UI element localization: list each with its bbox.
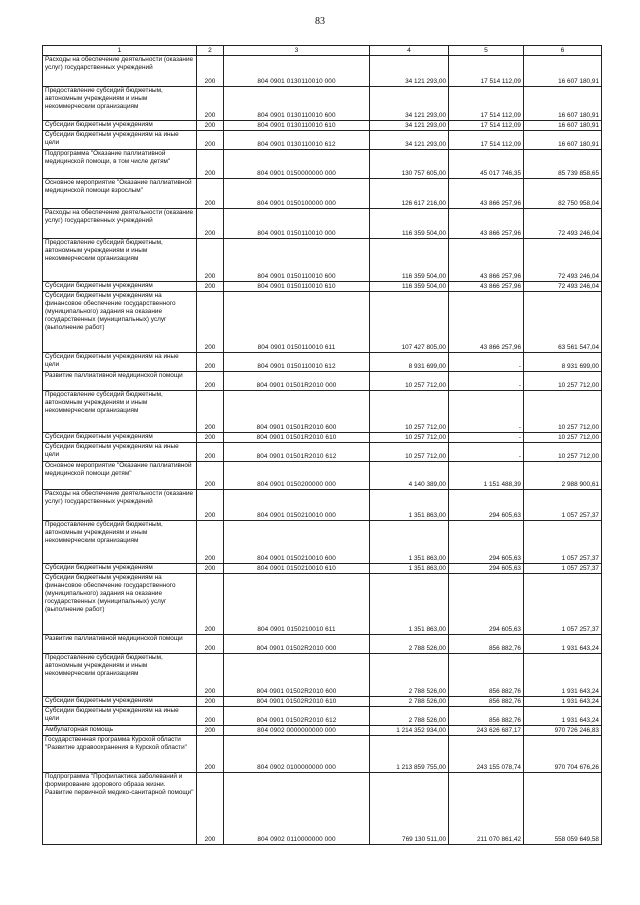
header-cell-2: 2: [197, 46, 224, 56]
row-plan-cell: 10 257 712,00: [370, 443, 449, 462]
row-remainder-cell: 82 750 958,04: [524, 179, 602, 209]
header-cell-3: 3: [224, 46, 370, 56]
row-code-cell: 804 0901 0150110010 610: [224, 282, 370, 292]
row-plan-cell: 2 788 526,00: [370, 635, 449, 654]
row-name-cell: Субсидии бюджетным учреждениям: [43, 433, 197, 443]
row-name-cell: Субсидии бюджетным учреждениям на финансовое обеспечение государственного (муниципального) задания на оказание государственных (муниципальных) услуг (выполнение работ): [43, 292, 197, 353]
row-kvsr-cell: 200: [197, 391, 224, 433]
row-executed-cell: 856 882,76: [449, 697, 524, 707]
table-row: [43, 239, 602, 282]
row-plan-cell: 116 359 504,00: [370, 209, 449, 239]
row-kvsr-cell: 200: [197, 462, 224, 490]
table-row: [43, 697, 602, 707]
row-kvsr-cell: 200: [197, 521, 224, 564]
row-executed-cell: -: [449, 391, 524, 433]
row-name-cell: Развитие паллиативной медицинской помощи: [43, 635, 197, 654]
row-kvsr-cell: 200: [197, 654, 224, 697]
row-code-cell: 804 0901 01502R2010 600: [224, 654, 370, 697]
table-row: [43, 209, 602, 239]
row-code-cell: 804 0901 01501R2010 612: [224, 443, 370, 462]
row-name-cell: Расходы на обеспечение деятельности (оказание услуг) государственных учреждений: [43, 490, 197, 521]
row-executed-cell: 43 866 257,96: [449, 179, 524, 209]
row-name-cell: Субсидии бюджетным учреждениям на иные цели: [43, 707, 197, 726]
row-code-cell: 804 0901 0130110010 610: [224, 121, 370, 131]
row-remainder-cell: 72 493 246,04: [524, 209, 602, 239]
row-code-cell: 804 0901 01501R2010 600: [224, 391, 370, 433]
table-row: [43, 574, 602, 635]
row-executed-cell: 1 151 488,39: [449, 462, 524, 490]
row-remainder-cell: 16 607 180,91: [524, 87, 602, 121]
row-plan-cell: 2 788 526,00: [370, 707, 449, 726]
row-executed-cell: -: [449, 443, 524, 462]
table-row: [43, 443, 602, 462]
row-kvsr-cell: 200: [197, 131, 224, 150]
row-name-cell: Предоставление субсидий бюджетным, автономным учреждениям и иным некоммерческим организациям: [43, 87, 197, 121]
row-name-cell: Субсидии бюджетным учреждениям на иные цели: [43, 353, 197, 372]
row-kvsr-cell: 200: [197, 292, 224, 353]
row-code-cell: 804 0901 0150110010 600: [224, 239, 370, 282]
row-executed-cell: 294 605,63: [449, 564, 524, 574]
row-plan-cell: 1 213 859 755,00: [370, 736, 449, 773]
row-plan-cell: 1 351 863,00: [370, 564, 449, 574]
table-row: [43, 282, 602, 292]
row-code-cell: 804 0901 0150210010 000: [224, 490, 370, 521]
table-row: [43, 372, 602, 391]
table-row: [43, 391, 602, 433]
row-name-cell: Подпрограмма "Профилактика заболеваний и формирование здорового образа жизни. Развитие первичной медико-санитарной помощи": [43, 773, 197, 845]
row-code-cell: 804 0902 0100000000 000: [224, 736, 370, 773]
row-plan-cell: 1 351 863,00: [370, 574, 449, 635]
row-plan-cell: 4 140 389,00: [370, 462, 449, 490]
row-code-cell: 804 0901 01502R2010 612: [224, 707, 370, 726]
row-name-cell: Подпрограмма "Оказание паллиативной медицинской помощи, в том числе детям": [43, 150, 197, 179]
table-row: [43, 490, 602, 521]
row-kvsr-cell: 200: [197, 697, 224, 707]
row-kvsr-cell: 200: [197, 773, 224, 845]
row-kvsr-cell: 200: [197, 56, 224, 87]
table-row: [43, 726, 602, 736]
row-executed-cell: -: [449, 353, 524, 372]
table-row: [43, 87, 602, 121]
row-remainder-cell: 10 257 712,00: [524, 391, 602, 433]
row-plan-cell: 2 788 526,00: [370, 697, 449, 707]
row-remainder-cell: 10 257 712,00: [524, 433, 602, 443]
row-code-cell: 804 0901 0130110010 600: [224, 87, 370, 121]
row-remainder-cell: 558 059 649,58: [524, 773, 602, 845]
row-code-cell: 804 0901 0150000000 000: [224, 150, 370, 179]
table-row: [43, 564, 602, 574]
row-executed-cell: 43 866 257,96: [449, 209, 524, 239]
row-plan-cell: 10 257 712,00: [370, 372, 449, 391]
row-code-cell: 804 0901 01502R2010 000: [224, 635, 370, 654]
table-row: [43, 521, 602, 564]
row-code-cell: 804 0901 0150210010 611: [224, 574, 370, 635]
row-code-cell: 804 0901 01502R2010 610: [224, 697, 370, 707]
row-code-cell: 804 0901 0150110010 612: [224, 353, 370, 372]
row-code-cell: 804 0901 01501R2010 000: [224, 372, 370, 391]
row-executed-cell: -: [449, 372, 524, 391]
row-kvsr-cell: 200: [197, 433, 224, 443]
row-name-cell: Субсидии бюджетным учреждениям на финансовое обеспечение государственного (муниципального) задания на оказание государственных (муниципальных) услуг (выполнение работ): [43, 574, 197, 635]
row-name-cell: Расходы на обеспечение деятельности (оказание услуг) государственных учреждений: [43, 209, 197, 239]
row-plan-cell: 34 121 293,00: [370, 131, 449, 150]
row-plan-cell: 2 788 526,00: [370, 654, 449, 697]
row-remainder-cell: 16 607 180,91: [524, 131, 602, 150]
row-executed-cell: 856 882,76: [449, 654, 524, 697]
row-kvsr-cell: 200: [197, 179, 224, 209]
row-plan-cell: 1 351 863,00: [370, 490, 449, 521]
row-plan-cell: 130 757 605,00: [370, 150, 449, 179]
row-executed-cell: 17 514 112,09: [449, 131, 524, 150]
row-kvsr-cell: 200: [197, 282, 224, 292]
row-executed-cell: 294 605,63: [449, 574, 524, 635]
row-remainder-cell: 10 257 712,00: [524, 372, 602, 391]
row-executed-cell: 43 866 257,96: [449, 239, 524, 282]
row-name-cell: Субсидии бюджетным учреждениям: [43, 697, 197, 707]
row-executed-cell: 294 605,63: [449, 490, 524, 521]
row-code-cell: 804 0902 0000000000 000: [224, 726, 370, 736]
table-row: [43, 433, 602, 443]
row-remainder-cell: 16 607 180,91: [524, 121, 602, 131]
table-row: [43, 179, 602, 209]
row-plan-cell: 116 359 504,00: [370, 239, 449, 282]
table-row: [43, 121, 602, 131]
row-name-cell: Предоставление субсидий бюджетным, автономным учреждениям и иным некоммерческим организациям: [43, 521, 197, 564]
row-code-cell: 804 0901 0150110010 000: [224, 209, 370, 239]
row-executed-cell: 856 882,76: [449, 707, 524, 726]
row-remainder-cell: 72 493 246,04: [524, 282, 602, 292]
row-plan-cell: 126 617 216,00: [370, 179, 449, 209]
row-kvsr-cell: 200: [197, 150, 224, 179]
table-row: [43, 292, 602, 353]
row-plan-cell: 34 121 293,00: [370, 87, 449, 121]
row-remainder-cell: 970 704 676,26: [524, 736, 602, 773]
row-name-cell: Субсидии бюджетным учреждениям: [43, 121, 197, 131]
row-executed-cell: 294 605,63: [449, 521, 524, 564]
header-cell-5: 5: [449, 46, 524, 56]
row-kvsr-cell: 200: [197, 707, 224, 726]
report-body: [43, 46, 602, 845]
table-row: [43, 150, 602, 179]
row-kvsr-cell: 200: [197, 635, 224, 654]
row-name-cell: Предоставление субсидий бюджетным, автономным учреждениям и иным некоммерческим организациям: [43, 239, 197, 282]
row-kvsr-cell: 200: [197, 490, 224, 521]
row-kvsr-cell: 200: [197, 443, 224, 462]
row-remainder-cell: 63 561 547,04: [524, 292, 602, 353]
row-code-cell: 804 0901 0150200000 000: [224, 462, 370, 490]
table-row: [43, 654, 602, 697]
row-code-cell: 804 0901 0130110010 000: [224, 56, 370, 87]
row-kvsr-cell: 200: [197, 372, 224, 391]
header-cell-6: 6: [524, 46, 602, 56]
row-kvsr-cell: 200: [197, 736, 224, 773]
row-kvsr-cell: 200: [197, 209, 224, 239]
row-plan-cell: 34 121 293,00: [370, 121, 449, 131]
row-code-cell: 804 0902 0110000000 000: [224, 773, 370, 845]
row-plan-cell: 769 130 511,00: [370, 773, 449, 845]
report-table: [42, 45, 602, 845]
row-name-cell: Основное мероприятие "Оказание паллиативной медицинской помощи взрослым": [43, 179, 197, 209]
row-kvsr-cell: 200: [197, 121, 224, 131]
row-executed-cell: 17 514 112,09: [449, 87, 524, 121]
row-remainder-cell: 2 988 900,61: [524, 462, 602, 490]
row-executed-cell: 243 626 687,17: [449, 726, 524, 736]
row-name-cell: Субсидии бюджетным учреждениям: [43, 282, 197, 292]
row-remainder-cell: 1 931 643,24: [524, 654, 602, 697]
row-plan-cell: 1 351 863,00: [370, 521, 449, 564]
table-row: [43, 353, 602, 372]
row-plan-cell: 107 427 805,00: [370, 292, 449, 353]
row-plan-cell: 10 257 712,00: [370, 433, 449, 443]
row-name-cell: Предоставление субсидий бюджетным, автономным учреждениям и иным некоммерческим организациям: [43, 654, 197, 697]
row-remainder-cell: 1 057 257,37: [524, 564, 602, 574]
row-code-cell: 804 0901 01501R2010 610: [224, 433, 370, 443]
table-row: [43, 707, 602, 726]
row-name-cell: Государственная программа Курской области "Развитие здравоохранения в Курской области": [43, 736, 197, 773]
header-cell-1: 1: [43, 46, 197, 56]
row-name-cell: Основное мероприятие "Оказание паллиативной медицинской помощи детям": [43, 462, 197, 490]
row-plan-cell: 1 214 352 934,00: [370, 726, 449, 736]
row-kvsr-cell: 200: [197, 564, 224, 574]
table-row: [43, 131, 602, 150]
row-executed-cell: 43 866 257,96: [449, 282, 524, 292]
row-name-cell: Амбулаторная помощь: [43, 726, 197, 736]
row-remainder-cell: 1 931 643,24: [524, 635, 602, 654]
row-name-cell: Развитие паллиативной медицинской помощи: [43, 372, 197, 391]
row-remainder-cell: 1 931 643,24: [524, 707, 602, 726]
row-executed-cell: 45 017 746,35: [449, 150, 524, 179]
row-remainder-cell: 1 057 257,37: [524, 521, 602, 564]
row-kvsr-cell: 200: [197, 726, 224, 736]
row-remainder-cell: 16 607 180,91: [524, 56, 602, 87]
row-code-cell: 804 0901 0150110010 611: [224, 292, 370, 353]
row-remainder-cell: 72 493 246,04: [524, 239, 602, 282]
row-code-cell: 804 0901 0150210010 610: [224, 564, 370, 574]
row-plan-cell: 34 121 293,00: [370, 56, 449, 87]
row-remainder-cell: 1 931 643,24: [524, 697, 602, 707]
table-row: [43, 56, 602, 87]
table-row: [43, 736, 602, 773]
row-code-cell: 804 0901 0150100000 000: [224, 179, 370, 209]
row-plan-cell: 10 257 712,00: [370, 391, 449, 433]
row-kvsr-cell: 200: [197, 239, 224, 282]
row-executed-cell: 17 514 112,09: [449, 121, 524, 131]
row-executed-cell: 243 155 078,74: [449, 736, 524, 773]
row-name-cell: Субсидии бюджетным учреждениям: [43, 564, 197, 574]
page-number: 83: [315, 16, 325, 27]
row-plan-cell: 8 931 699,00: [370, 353, 449, 372]
header-cell-4: 4: [370, 46, 449, 56]
row-remainder-cell: 970 726 246,83: [524, 726, 602, 736]
row-remainder-cell: 8 931 699,00: [524, 353, 602, 372]
row-code-cell: 804 0901 0150210010 600: [224, 521, 370, 564]
row-kvsr-cell: 200: [197, 87, 224, 121]
row-remainder-cell: 10 257 712,00: [524, 443, 602, 462]
table-row: [43, 773, 602, 845]
row-remainder-cell: 85 739 858,65: [524, 150, 602, 179]
row-executed-cell: 856 882,76: [449, 635, 524, 654]
row-executed-cell: 43 866 257,96: [449, 292, 524, 353]
table-row: [43, 462, 602, 490]
row-executed-cell: 17 514 112,09: [449, 56, 524, 87]
row-name-cell: Расходы на обеспечение деятельности (оказание услуг) государственных учреждений: [43, 56, 197, 87]
row-kvsr-cell: 200: [197, 353, 224, 372]
row-kvsr-cell: 200: [197, 574, 224, 635]
row-name-cell: Предоставление субсидий бюджетным, автономным учреждениям и иным некоммерческим организациям: [43, 391, 197, 433]
row-name-cell: Субсидии бюджетным учреждениям на иные цели: [43, 443, 197, 462]
row-plan-cell: 116 359 504,00: [370, 282, 449, 292]
row-executed-cell: 211 070 861,42: [449, 773, 524, 845]
row-remainder-cell: 1 057 257,37: [524, 574, 602, 635]
table-row: [43, 635, 602, 654]
row-executed-cell: -: [449, 433, 524, 443]
header-row: [43, 46, 602, 56]
row-name-cell: Субсидии бюджетным учреждениям на иные цели: [43, 131, 197, 150]
row-code-cell: 804 0901 0130110010 612: [224, 131, 370, 150]
row-remainder-cell: 1 057 257,37: [524, 490, 602, 521]
